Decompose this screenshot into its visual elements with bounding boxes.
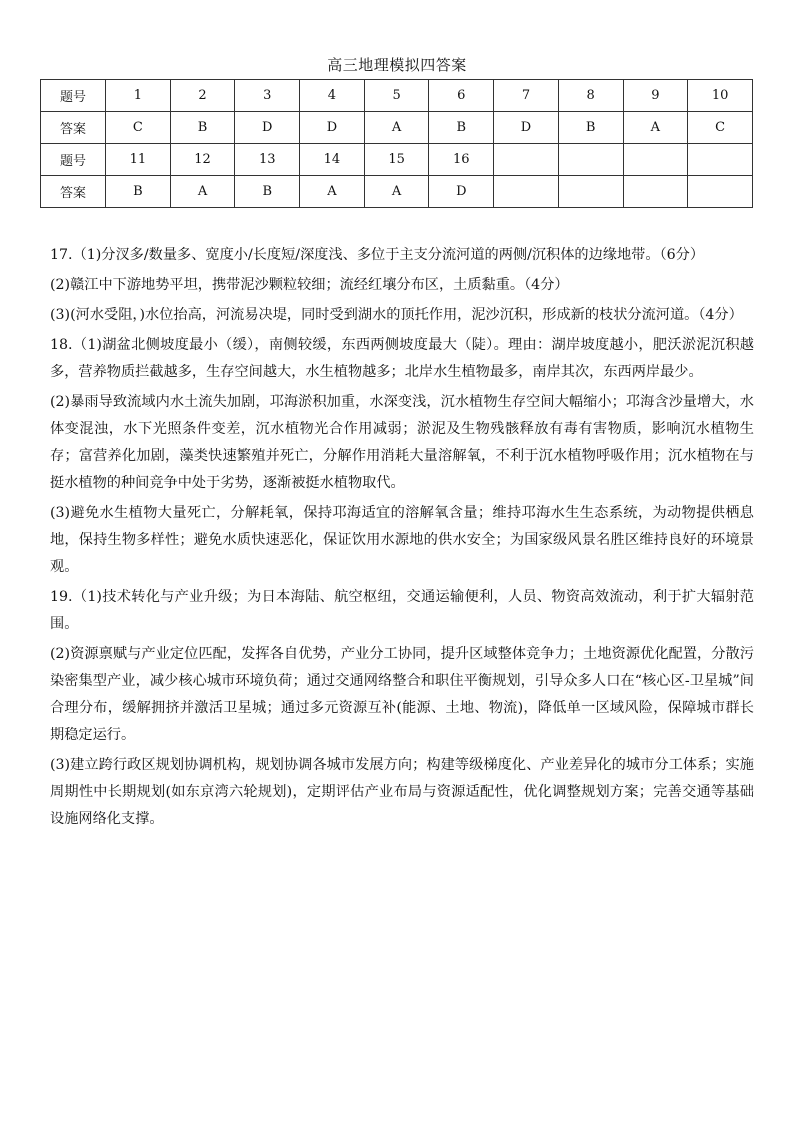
table-cell: B [558,112,623,144]
table-cell: B [106,176,171,208]
table-cell: A [300,176,365,208]
table-cell [688,144,753,176]
table-cell: B [235,176,300,208]
table-cell: D [494,112,559,144]
table-cell [494,176,559,208]
table-cell: A [623,112,688,144]
table-cell [558,176,623,208]
table-cell: D [429,176,494,208]
table-cell: B [429,112,494,144]
table-cell: 8 [558,80,623,112]
table-cell: D [300,112,365,144]
table-cell: A [170,176,235,208]
row-header: 答案 [41,112,106,144]
answer-paragraph: (2)赣江中下游地势平坦，携带泥沙颗粒较细；流经红壤分布区，土质黏重。（4分） [50,277,569,293]
table-cell: B [170,112,235,144]
answer-paragraph: 17.（1)分汊多/数量多、宽度小/长度短/深度浅、多位于主支分流河道的两侧/沉积体的边缘地带。（6分） [50,247,705,263]
table-cell: 14 [300,144,365,176]
table-cell: 11 [106,144,171,176]
table-cell: A [364,176,429,208]
table-cell [558,144,623,176]
table-row [41,112,753,144]
answer-table [40,79,753,208]
table-cell: 10 [688,80,753,112]
answer-paragraph: (2)暴雨导致流域内水土流失加剧，邛海淤积加重，水深变浅，沉水植物生存空间大幅缩小；邛海含沙量增大，水体变混浊，水下光照条件变差，沉水植物光合作用减弱；淤泥及生物残骸释放有毒有害物质，影响沉水植物生存；富营养化加剧，藻类快速繁殖并死亡，分解作用消耗大量溶解氧，不利于沉水植物呼吸作用；沉水植物在与挺水植物的种间竞争中处于劣势，逐渐被挺水植物取代。 [50,394,754,491]
table-cell: C [106,112,171,144]
table-row [41,144,753,176]
table-cell: 13 [235,144,300,176]
table-cell: 16 [429,144,494,176]
answer-paragraph: (3)(河水受阻，)水位抬高，河流易决堤，同时受到湖水的顶托作用，泥沙沉积，形成新的枝状分流河道。（4分） [50,307,743,323]
table-row [41,176,753,208]
table-cell: 15 [364,144,429,176]
table-cell: 7 [494,80,559,112]
table-cell: 4 [300,80,365,112]
row-header: 答案 [41,176,106,208]
answer-paragraph: (3)建立跨行政区规划协调机构，规划协调各城市发展方向；构建等级梯度化、产业差异化的城市分工体系；实施周期性中长期规划(如东京湾六轮规划)，定期评估产业布局与资源适配性，优化调整规划方案；完善交通等基础设施网络化支撑。 [50,757,754,827]
table-cell: D [235,112,300,144]
table-cell [623,176,688,208]
table-cell: C [688,112,753,144]
table-cell: A [364,112,429,144]
table-cell: 1 [106,80,171,112]
row-header: 题号 [41,144,106,176]
answer-paragraph: (3)避免水生植物大量死亡，分解耗氧，保持邛海适宜的溶解氧含量；维持邛海水生生态系统，为动物提供栖息地，保持生物多样性；避免水质快速恶化，保证饮用水源地的供水安全；为国家级风景名胜区维持良好的环境景观。 [50,505,754,575]
table-cell: 9 [623,80,688,112]
table-cell [688,176,753,208]
table-row [41,80,753,112]
answer-paragraph: (2)资源禀赋与产业定位匹配，发挥各自优势，产业分工协同，提升区域整体竞争力；土地资源优化配置，分散污染密集型产业，减少核心城市环境负荷；通过交通网络整合和职住平衡规划，引导众多人口在“核心区-卫星城”间合理分布，缓解拥挤并激活卫星城；通过多元资源互补(能源、土地、物流)，降低单一区域风险，保障城市群长期稳定运行。 [50,646,754,743]
table-cell: 3 [235,80,300,112]
table-cell: 6 [429,80,494,112]
table-cell: 12 [170,144,235,176]
table-cell [494,144,559,176]
table-cell: 5 [364,80,429,112]
row-header: 题号 [41,80,106,112]
table-cell [623,144,688,176]
answer-paragraph: 18.（1)湖盆北侧坡度最小（缓），南侧较缓，东西两侧坡度最大（陡）。理由：湖岸坡度越小，肥沃淤泥沉积越多，营养物质拦截越多，生存空间越大，水生植物越多；北岸水生植物最多，南岸其次，东西两岸最少。 [50,337,754,380]
answer-paragraph: 19.（1)技术转化与产业升级；为日本海陆、航空枢纽，交通运输便利，人员、物资高效流动，利于扩大辐射范围。 [50,589,754,632]
answer-content [50,242,754,836]
table-cell: 2 [170,80,235,112]
page-title: 高三地理模拟四答案 [327,56,467,74]
